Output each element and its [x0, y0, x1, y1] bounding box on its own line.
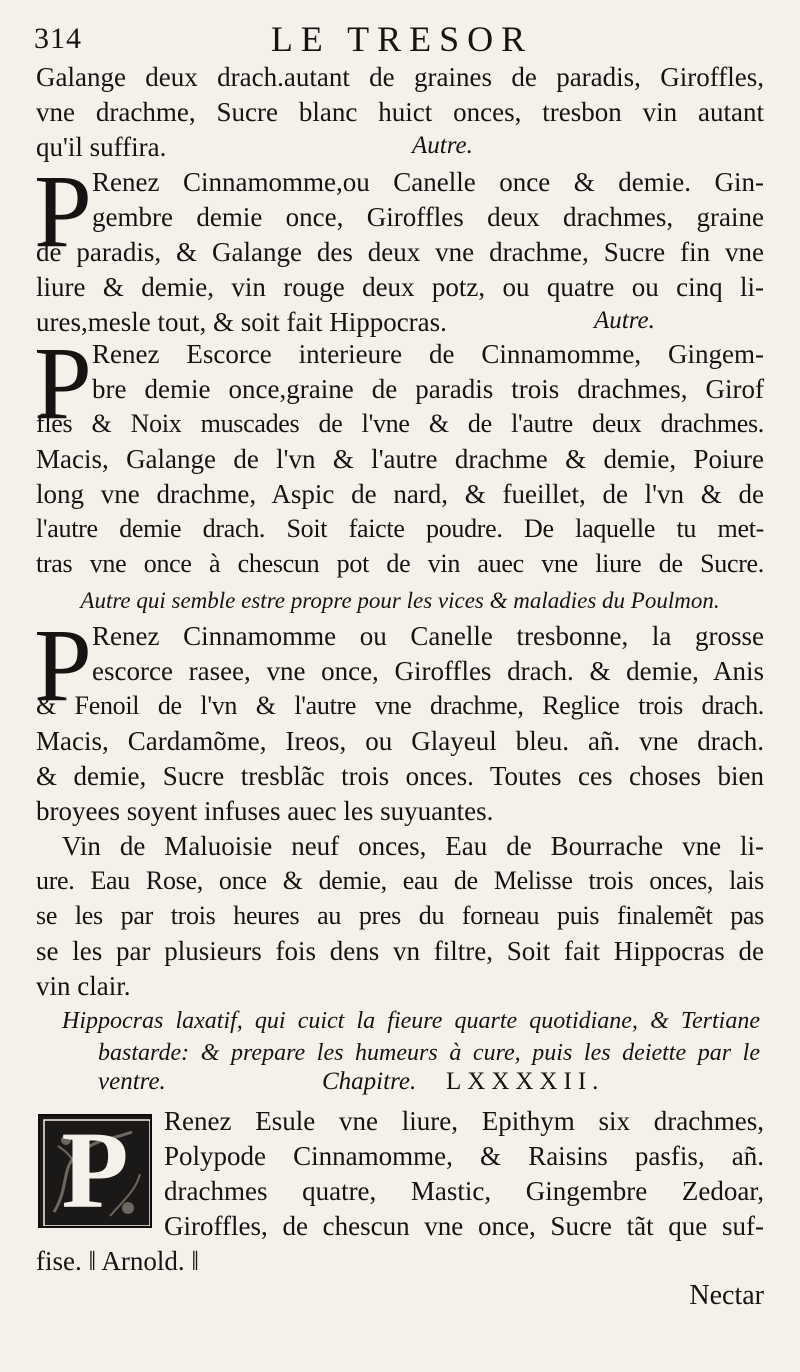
text-line: & Fenoil de l'vn & l'autre vne drachme, Reglice trois drach.: [36, 691, 764, 720]
text-line: qu'il suffira.: [36, 132, 167, 162]
text-line: Renez Cinnamomme ou Canelle tresbonne, la grosse: [92, 621, 764, 651]
text-line: l'autre demie drach. Soit faicte poudre. De laquelle tu met-: [36, 514, 764, 543]
chapter-title-line: bastarde: & prepare les humeurs à cure, puis les deiette par le: [98, 1040, 760, 1066]
text-line: Renez Cinnamomme,ou Canelle once & demie. Gin-: [92, 167, 764, 197]
drop-cap: P: [34, 608, 92, 723]
chapter-title-line: Hippocras laxatif, qui cuict la fieure quarte quotidiane, & Tertiane: [62, 1008, 760, 1034]
text-line: ures,mesle tout, & soit fait Hippocras.: [36, 307, 447, 337]
text-line: broyees soyent infuses auec les suyuantes.: [36, 796, 494, 826]
text-line: long vne drachme, Aspic de nard, & fueillet, de l'vn & de: [36, 479, 764, 509]
text-line: bre demie once,graine de paradis trois drachmes, Girof: [92, 374, 764, 404]
text-line: vne drachme, Sucre blanc huict onces, tresbon vin autant: [36, 97, 764, 127]
catchword: Nectar: [689, 1280, 764, 1311]
text-line: fles & Noix muscades de l'vne & de l'autre deux drachmes.: [36, 409, 764, 438]
text-line: tras vne once à chescun pot de vin auec vne liure de Sucre.: [36, 549, 764, 578]
text-line: Macis, Cardamõme, Ireos, ou Glayeul bleu. añ. vne drach.: [36, 726, 764, 756]
text-line: Renez Esule vne liure, Epithym six drachmes,: [164, 1106, 764, 1136]
text-line: Giroffles, de chescun vne once, Sucre tãt que suf-: [164, 1211, 764, 1241]
section-heading: Autre.: [594, 307, 655, 334]
running-title: LE TRESOR: [270, 19, 534, 59]
chapter-number: LXXXXII.: [446, 1068, 605, 1095]
text-line: Vin de Maluoisie neuf onces, Eau de Bourrache vne li-: [62, 831, 764, 861]
text-line: liure & demie, vin rouge deux potz, ou quatre ou cinq li-: [36, 272, 764, 302]
text-line: Galange deux drach.autant de graines de paradis, Giroffles,: [36, 62, 764, 92]
chapter-title-line: ventre.: [98, 1068, 166, 1095]
drop-cap: P: [34, 154, 92, 269]
text-line: & demie, Sucre tresblãc trois onces. Toutes ces choses bien: [36, 761, 764, 791]
text-line: de paradis, & Galange des deux vne drachme, Sucre fin vne: [36, 237, 764, 267]
drop-cap: P: [34, 326, 92, 441]
text-line: Macis, Galange de l'vn & l'autre drachme & demie, Poiure: [36, 444, 764, 474]
text-line: vin clair.: [36, 971, 131, 1001]
chapter-label: Chapitre.: [322, 1068, 417, 1095]
ornate-initial: [38, 1114, 152, 1228]
text-line: se les par plusieurs fois dens vn filtre, Soit fait Hippocras de: [36, 936, 764, 966]
section-heading: Autre qui semble estre propre pour les vices & maladies du Poulmon.: [80, 588, 720, 613]
text-line: drachmes quatre, Mastic, Gingembre Zedoar,: [164, 1176, 764, 1206]
text-line: escorce rasee, vne once, Giroffles drach. & demie, Anis: [92, 656, 764, 686]
page-number: 314: [34, 22, 82, 55]
section-heading: Autre.: [412, 132, 473, 159]
text-line: gembre demie once, Giroffles deux drachmes, graine: [92, 202, 764, 232]
text-line: se les par trois heures au pres du forneau puis finalemẽt pas: [36, 901, 764, 930]
text-line: ure. Eau Rose, once & demie, eau de Melisse trois onces, lais: [36, 866, 764, 895]
text-line: Renez Escorce interieure de Cinnamomme, Gingem-: [92, 339, 764, 369]
text-line: Polypode Cinnamomme, & Raisins pasfis, añ.: [164, 1141, 764, 1171]
ornate-letter: P: [61, 1114, 129, 1228]
page-header: [28, 14, 776, 60]
text-line: fise. ‖ Arnold. ‖: [36, 1246, 199, 1276]
